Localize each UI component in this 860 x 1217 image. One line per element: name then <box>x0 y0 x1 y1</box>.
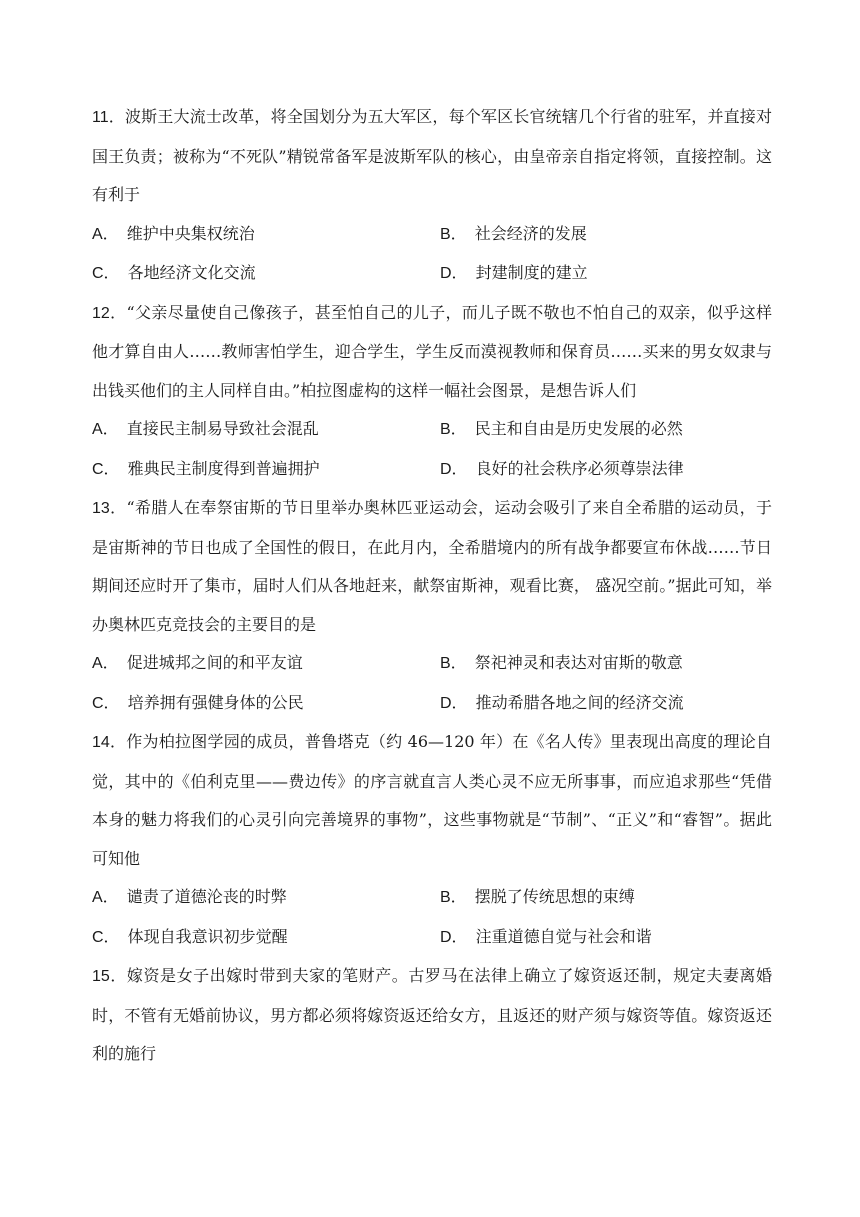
question-number: 13 <box>92 500 110 517</box>
option-d <box>440 254 772 294</box>
option-grid <box>92 644 772 723</box>
option-b <box>440 215 772 255</box>
option-text: 封建制度的建立 <box>475 263 588 282</box>
option-letter: A． <box>92 225 119 243</box>
question-text: ．作为柏拉图学园的成员，普鲁塔克（约 46—120 年）在《名人传》里表现出高度的理论自觉，其中的《伯利克里——费边传》的序言就直言人类心灵不应无所事事，而应追求那些“凭借本身的魅力将我们的心灵引向完善境界的事物”，这些事物就是“节制”、“正义”和“睿智”。据此可知他 <box>92 732 772 868</box>
option-text: 直接民主制易导致社会混乱 <box>126 419 319 438</box>
option-text: 祭祀神灵和表达对宙斯的敬意 <box>474 653 683 672</box>
option-c <box>92 684 440 724</box>
question-text: ．“希腊人在奉祭宙斯的节日里举办奥林匹亚运动会，运动会吸引了来自全希腊的运动员，于是宙斯神的节日也成了全国性的假日，在此月内，全希腊境内的所有战争都要宣布休战……节日期间还应时开了集市，届时人们从各地赶来，献祭宙斯神，观看比赛， 盛况空前。”据此可知，举办奥林匹克竞技会的主要目的是 <box>92 498 772 634</box>
exam-page <box>92 98 772 1074</box>
question-13 <box>92 489 772 723</box>
option-letter: A． <box>92 421 119 438</box>
option-letter: B． <box>440 225 467 243</box>
option-b <box>440 878 772 918</box>
option-letter: D． <box>440 460 468 478</box>
question-text: ．波斯王大流士改革，将全国划分为五大军区，每个军区长官统辖几个行省的驻军，并直接对国王负责；被称为“不死队”精锐常备军是波斯军队的核心，由皇帝亲自指定将领，直接控制。这有利于 <box>92 107 772 204</box>
question-11 <box>92 98 772 294</box>
option-b <box>440 644 772 684</box>
option-letter: B． <box>440 421 467 438</box>
question-14 <box>92 723 772 957</box>
option-letter: C． <box>92 460 120 478</box>
option-text: 促进城邦之间的和平友谊 <box>126 653 303 672</box>
question-15 <box>92 957 772 1074</box>
option-text: 培养拥有强健身体的公民 <box>127 692 304 712</box>
option-text: 摆脱了传统思想的束缚 <box>474 887 635 906</box>
option-text: 体现自我意识初步觉醒 <box>127 926 288 946</box>
question-12 <box>92 294 772 490</box>
option-letter: A． <box>92 889 119 906</box>
option-c <box>92 918 440 958</box>
option-letter: C． <box>92 265 120 282</box>
question-stem <box>92 294 772 411</box>
option-text: 社会经济的发展 <box>474 223 587 243</box>
option-letter: D． <box>440 928 468 946</box>
option-text: 雅典民主制度得到普遍拥护 <box>127 458 320 478</box>
question-number: 12 <box>92 304 110 322</box>
option-letter: C． <box>92 928 120 946</box>
option-text: 注重道德自觉与社会和谐 <box>475 926 652 946</box>
option-text: 各地经济文化交流 <box>127 263 256 282</box>
option-letter: A． <box>92 655 119 672</box>
option-text: 推动希腊各地之间的经济交流 <box>475 692 684 712</box>
option-letter: B． <box>440 889 467 906</box>
option-c <box>92 254 440 294</box>
option-d <box>440 684 772 724</box>
question-number: 11 <box>92 109 109 126</box>
question-text: ．“父亲尽量使自己像孩子，甚至怕自己的儿子，而儿子既不敬也不怕自己的双亲，似乎这样他才算自由人……教师害怕学生，迎合学生，学生反而漠视教师和保育员……买来的男女奴隶与出钱买他们的主人同样自由。”柏拉图虚构的这样一幅社会图景，是想告诉人们 <box>92 302 772 400</box>
option-d <box>440 918 772 958</box>
option-text: 维护中央集权统治 <box>126 223 255 243</box>
question-text: ．嫁资是女子出嫁时带到夫家的笔财产。古罗马在法律上确立了嫁资返还制，规定夫妻离婚时，不管有无婚前协议，男方都必须将嫁资返还给女方，且返还的财产须与嫁资等值。嫁资返还利的施行 <box>92 966 772 1063</box>
option-text: 民主和自由是历史发展的必然 <box>474 419 683 438</box>
option-text: 谴责了道德沦丧的时弊 <box>126 887 287 906</box>
option-letter: B． <box>440 655 467 672</box>
option-a <box>92 878 440 918</box>
option-grid <box>92 410 772 489</box>
option-grid <box>92 878 772 957</box>
option-grid <box>92 215 772 294</box>
option-letter: D． <box>440 694 468 712</box>
option-a <box>92 410 440 450</box>
option-a <box>92 215 440 255</box>
option-text: 良好的社会秩序必须尊崇法律 <box>475 458 684 478</box>
question-stem <box>92 957 772 1074</box>
option-b <box>440 410 772 450</box>
question-stem <box>92 723 772 878</box>
option-letter: D． <box>440 265 468 282</box>
option-c <box>92 450 440 490</box>
question-number: 15 <box>92 968 110 985</box>
question-number: 14 <box>92 734 110 751</box>
option-d <box>440 450 772 490</box>
question-stem <box>92 489 772 644</box>
option-a <box>92 644 440 684</box>
option-letter: C． <box>92 694 120 712</box>
question-stem <box>92 98 772 215</box>
